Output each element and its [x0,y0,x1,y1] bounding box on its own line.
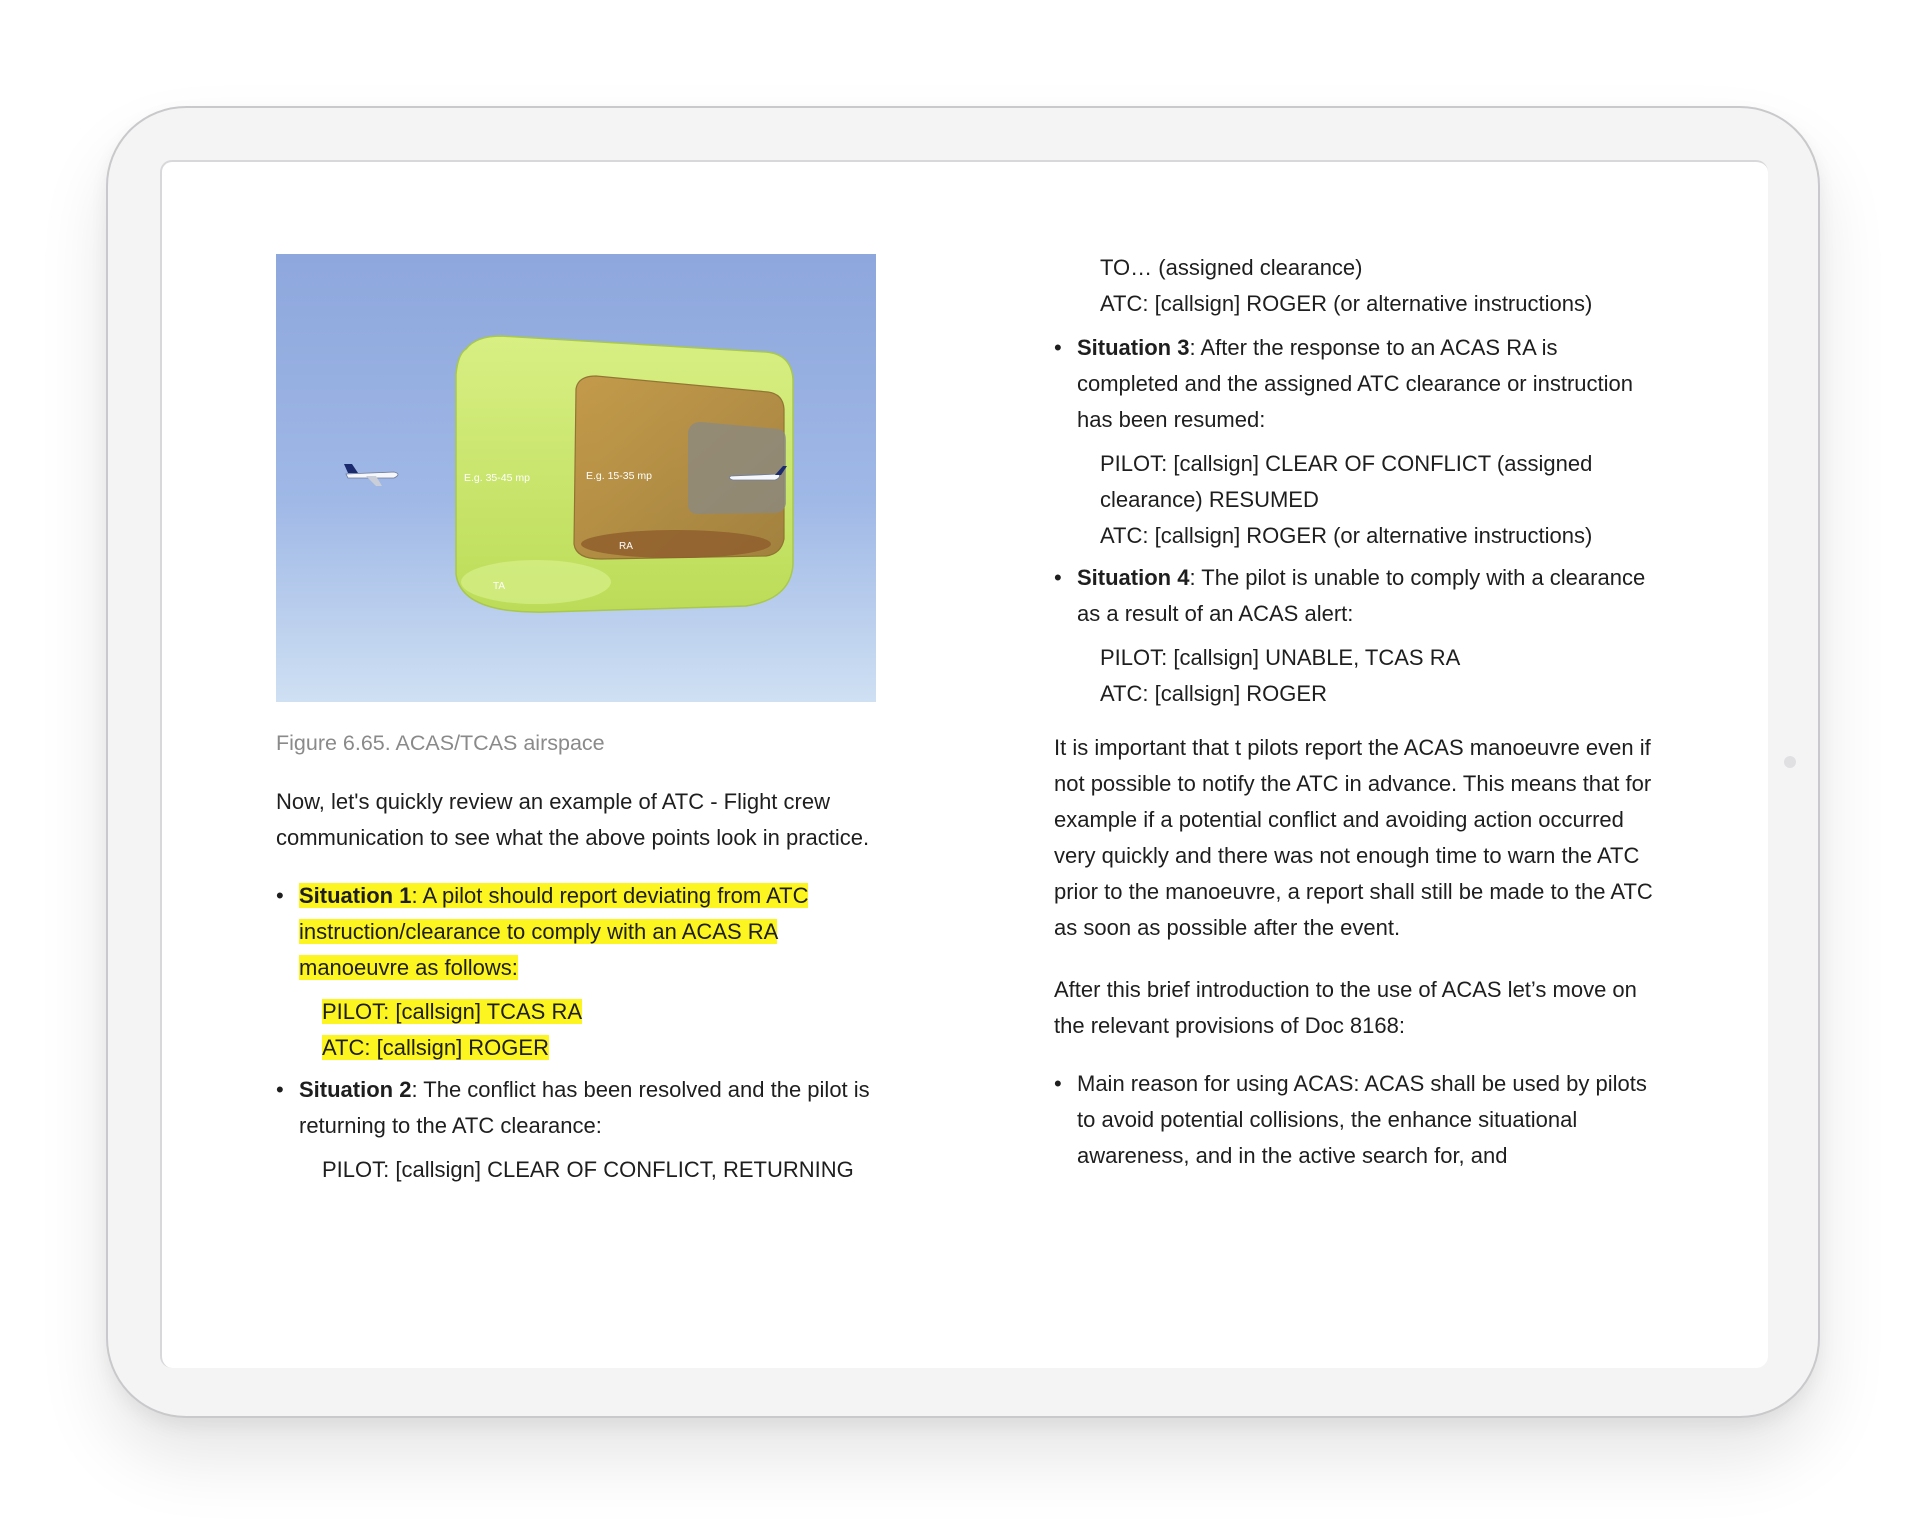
situation-2-dialog [299,1152,876,1188]
intro-paragraph: Now, let's quickly review an example of ATC - Flight crew communication to see what the above points look in practice. [276,789,870,850]
situation-4-dialog [1077,640,1654,712]
situation-2-text: : The conflict has been resolved and the pilot is returning to the ATC clearance: [299,1077,870,1138]
bullet-icon: • [1054,1071,1062,1096]
acas-report-paragraph: It is important that t pilots report the ACAS manoeuvre even if not possible to notify the ATC in advance. This means that for example if a potential conflict and avoiding action occurred very quickly and there was not enough time to warn the ATC prior to the manoeuvre, a report shall still be made to the ATC as soon as possible after the event. [1054,735,1653,940]
bullet-icon: • [1054,335,1062,360]
situation-2-pilot-line: PILOT: [callsign] CLEAR OF CONFLICT, RETURNING [322,1157,854,1182]
situation-2-atc-line: ATC: [callsign] ROGER (or alternative instructions) [1100,291,1593,316]
situation-4-title: Situation 4 [1077,565,1190,590]
situation-1-highlight [299,883,808,980]
situation-1-atc-line: ATC: [callsign] ROGER [322,1035,549,1060]
situation-2-pilot-line-cont: TO… (assigned clearance) [1100,255,1363,280]
situation-3-item [1054,330,1654,554]
right-column [1054,250,1654,1180]
camera-dot [1784,756,1796,768]
bullet-icon: • [1054,565,1062,590]
doc-8168-intro-paragraph: After this brief introduction to the use of ACAS let’s move on the relevant provisions of Doc 8168: [1054,977,1637,1038]
provision-item [1054,1066,1654,1174]
ra-range-label: E.g. 15-35 mp [586,470,652,482]
situation-3-text: : After the response to an ACAS RA is completed and the assigned ATC clearance or instruction has been resumed: [1077,335,1634,432]
provision-text: Main reason for using ACAS: ACAS shall be used by pilots to avoid potential collisions, the enhance situational awareness, and in the active search for, and [1077,1071,1647,1168]
situation-3-atc-line: ATC: [callsign] ROGER (or alternative instructions) [1100,523,1593,548]
situation-3-pilot-line: PILOT: [callsign] CLEAR OF CONFLICT (assigned clearance) RESUMED [1100,451,1593,512]
situation-2-title: Situation 2 [299,1077,412,1102]
situation-1-pilot-line: PILOT: [callsign] TCAS RA [322,999,583,1024]
situation-3-title: Situation 3 [1077,335,1190,360]
ta-label: TA [493,581,506,592]
situation-3-dialog [1077,446,1654,554]
situation-1-item [276,878,876,1066]
bullet-icon: • [276,1077,284,1102]
situation-4-item [1054,560,1654,712]
acas-tcas-airspace-figure [276,254,876,702]
ra-label: RA [619,541,633,552]
situations-list-right [1054,330,1654,712]
situation-4-pilot-line: PILOT: [callsign] UNABLE, TCAS RA [1100,645,1461,670]
situations-list-left [276,878,876,1188]
left-column [276,254,876,1194]
provisions-list [1054,1066,1654,1174]
situation-1-text: : A pilot should report deviating from ATC instruction/clearance to comply with an ACAS RA manoeuvre as follows: [299,883,809,980]
situation-1-title: Situation 1 [299,883,412,908]
reader-page[interactable] [160,160,1768,1368]
tablet-frame [106,106,1820,1418]
situation-2-item [276,1072,876,1188]
bullet-icon: • [276,883,284,908]
ta-range-label: E.g. 35-45 mp [464,472,530,484]
figure-caption: Figure 6.65. ACAS/TCAS airspace [276,731,605,755]
situation-4-atc-line: ATC: [callsign] ROGER [1100,681,1327,706]
situation-2-dialog-continued [1054,250,1654,322]
situation-4-text: : The pilot is unable to comply with a clearance as a result of an ACAS alert: [1077,565,1646,626]
situation-1-dialog [299,994,876,1066]
